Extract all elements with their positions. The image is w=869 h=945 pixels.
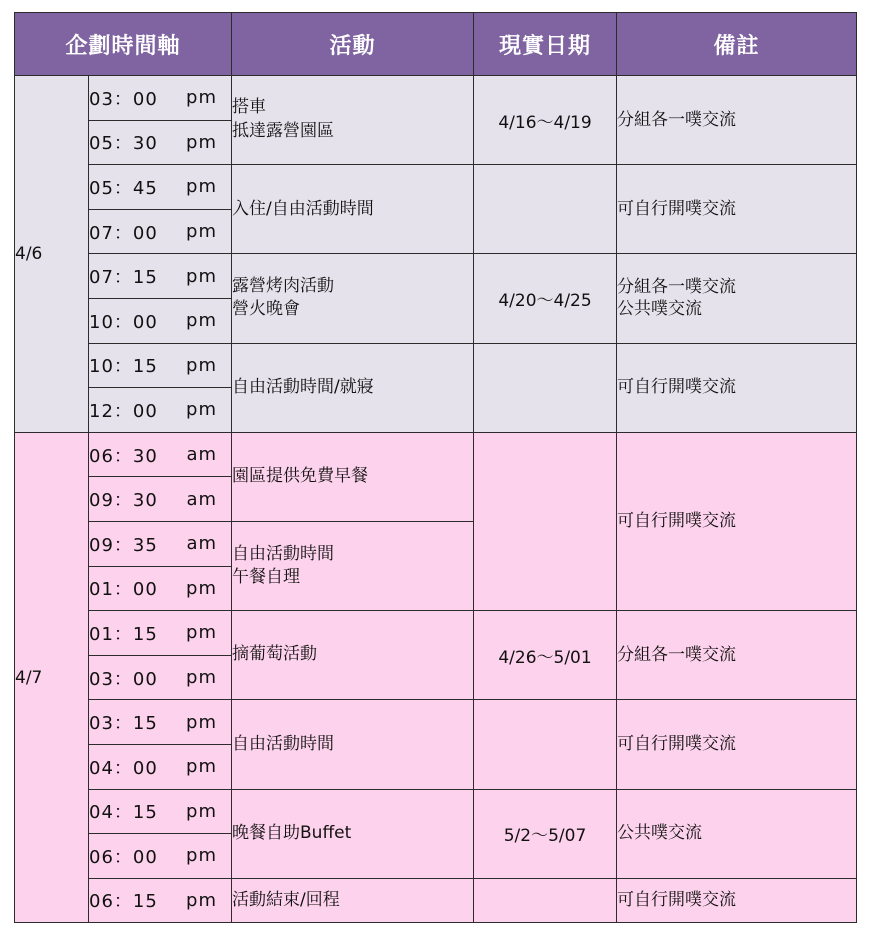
table-row	[15, 878, 857, 923]
time-cell	[89, 165, 232, 210]
time-value: 03：00	[89, 668, 158, 690]
period-cell-empty	[474, 165, 617, 254]
time-cell	[89, 834, 232, 879]
period-cell-empty	[474, 700, 617, 789]
activity-cell	[232, 343, 474, 432]
time-cell	[89, 566, 232, 611]
activity-line: 露營烤肉活動	[232, 275, 335, 296]
activity-cell	[232, 76, 474, 165]
activity-line: 自由活動時間	[232, 733, 335, 754]
time-ampm: pm	[186, 845, 218, 867]
table-row	[15, 700, 857, 745]
time-ampm: pm	[186, 131, 218, 153]
schedule-table	[14, 12, 857, 923]
activity-line: 自由活動時間/就寢	[232, 377, 374, 398]
activity-line: 入住/自由活動時間	[232, 198, 374, 219]
time-ampm: pm	[186, 176, 218, 198]
time-value: 12：00	[89, 400, 158, 422]
period-cell: 4/16～4/19	[474, 76, 617, 165]
time-value: 06：00	[89, 846, 158, 868]
time-value: 04：15	[89, 802, 158, 824]
time-cell	[89, 611, 232, 656]
note-cell	[617, 165, 857, 254]
activity-line: 摘葡萄活動	[232, 644, 318, 665]
note-line: 可自行開噗交流	[617, 510, 737, 531]
note-line: 可自行開噗交流	[617, 198, 737, 219]
note-cell	[617, 254, 857, 343]
activity-line: 園區提供免費早餐	[232, 466, 369, 487]
period-cell-empty	[474, 432, 617, 610]
note-cell	[617, 76, 857, 165]
table-row	[15, 165, 857, 210]
date-cell-day2: 4/7	[15, 432, 89, 923]
time-value: 10：00	[89, 311, 158, 333]
note-cell	[617, 700, 857, 789]
time-value: 06：30	[89, 445, 158, 467]
time-value: 06：15	[89, 891, 158, 913]
activity-line: 自由活動時間	[232, 544, 335, 565]
time-value: 03：00	[89, 88, 158, 110]
time-cell	[89, 789, 232, 834]
activity-cell	[232, 878, 474, 923]
time-cell	[89, 432, 232, 477]
note-line: 分組各一噗交流	[617, 276, 737, 297]
time-cell	[89, 477, 232, 522]
time-cell	[89, 878, 232, 923]
time-ampm: am	[186, 444, 218, 466]
header-notes: 備註	[617, 13, 857, 76]
time-ampm: pm	[186, 622, 218, 644]
note-line: 可自行開噗交流	[617, 733, 737, 754]
time-ampm: pm	[186, 711, 218, 733]
table-row	[15, 254, 857, 299]
time-ampm: pm	[186, 889, 218, 911]
time-ampm: am	[186, 488, 218, 510]
time-value: 10：15	[89, 356, 158, 378]
note-line: 公共噗交流	[617, 299, 703, 320]
table-row	[15, 343, 857, 388]
time-value: 04：00	[89, 757, 158, 779]
time-cell	[89, 521, 232, 566]
note-cell	[617, 878, 857, 923]
activity-cell	[232, 789, 474, 878]
time-ampm: pm	[186, 354, 218, 376]
activity-cell	[232, 521, 474, 610]
time-ampm: pm	[186, 399, 218, 421]
time-ampm: pm	[186, 310, 218, 332]
time-value: 05：30	[89, 133, 158, 155]
header-timeline: 企劃時間軸	[15, 13, 232, 76]
note-cell	[617, 432, 857, 610]
table-row	[15, 76, 857, 121]
time-cell	[89, 209, 232, 254]
table-row	[15, 611, 857, 656]
time-value: 09：35	[89, 534, 158, 556]
activity-cell	[232, 254, 474, 343]
note-line: 可自行開噗交流	[617, 890, 737, 911]
note-line: 公共噗交流	[617, 823, 703, 844]
time-value: 09：30	[89, 490, 158, 512]
time-ampm: pm	[186, 756, 218, 778]
time-cell	[89, 254, 232, 299]
time-cell	[89, 700, 232, 745]
time-ampm: pm	[186, 667, 218, 689]
header-period: 現實日期	[474, 13, 617, 76]
activity-line: 營火晚會	[232, 299, 301, 320]
activity-line: 搭車	[232, 97, 267, 118]
activity-line: 午餐自理	[232, 567, 301, 588]
time-value: 01：15	[89, 623, 158, 645]
time-value: 01：00	[89, 579, 158, 601]
table-row	[15, 432, 857, 477]
table-row	[15, 789, 857, 834]
period-cell: 5/2～5/07	[474, 789, 617, 878]
time-ampm: pm	[186, 221, 218, 243]
time-cell	[89, 744, 232, 789]
time-ampm: pm	[186, 87, 218, 109]
time-value: 03：15	[89, 713, 158, 735]
time-ampm: pm	[186, 577, 218, 599]
note-cell	[617, 343, 857, 432]
period-cell: 4/26～5/01	[474, 611, 617, 700]
activity-cell	[232, 432, 474, 521]
time-cell	[89, 120, 232, 165]
time-ampm: pm	[186, 800, 218, 822]
note-cell	[617, 611, 857, 700]
time-value: 07：00	[89, 222, 158, 244]
period-cell-empty	[474, 343, 617, 432]
time-value: 07：15	[89, 267, 158, 289]
activity-cell	[232, 700, 474, 789]
period-cell: 4/20～4/25	[474, 254, 617, 343]
activity-line: 晚餐自助Buffet	[232, 822, 352, 843]
date-cell-day1: 4/6	[15, 76, 89, 433]
note-line: 分組各一噗交流	[617, 109, 737, 130]
header-activity: 活動	[232, 13, 474, 76]
time-ampm: am	[186, 533, 218, 555]
note-cell	[617, 789, 857, 878]
time-cell	[89, 343, 232, 388]
time-cell	[89, 388, 232, 433]
activity-line: 抵達露營園區	[232, 121, 335, 142]
activity-cell	[232, 611, 474, 700]
time-ampm: pm	[186, 265, 218, 287]
header-row	[15, 13, 857, 76]
activity-cell	[232, 165, 474, 254]
time-cell	[89, 298, 232, 343]
note-line: 分組各一噗交流	[617, 644, 737, 665]
period-cell-empty	[474, 878, 617, 923]
time-cell	[89, 76, 232, 121]
note-line: 可自行開噗交流	[617, 377, 737, 398]
activity-line: 活動結束/回程	[232, 890, 340, 911]
time-value: 05：45	[89, 177, 158, 199]
time-cell	[89, 655, 232, 700]
